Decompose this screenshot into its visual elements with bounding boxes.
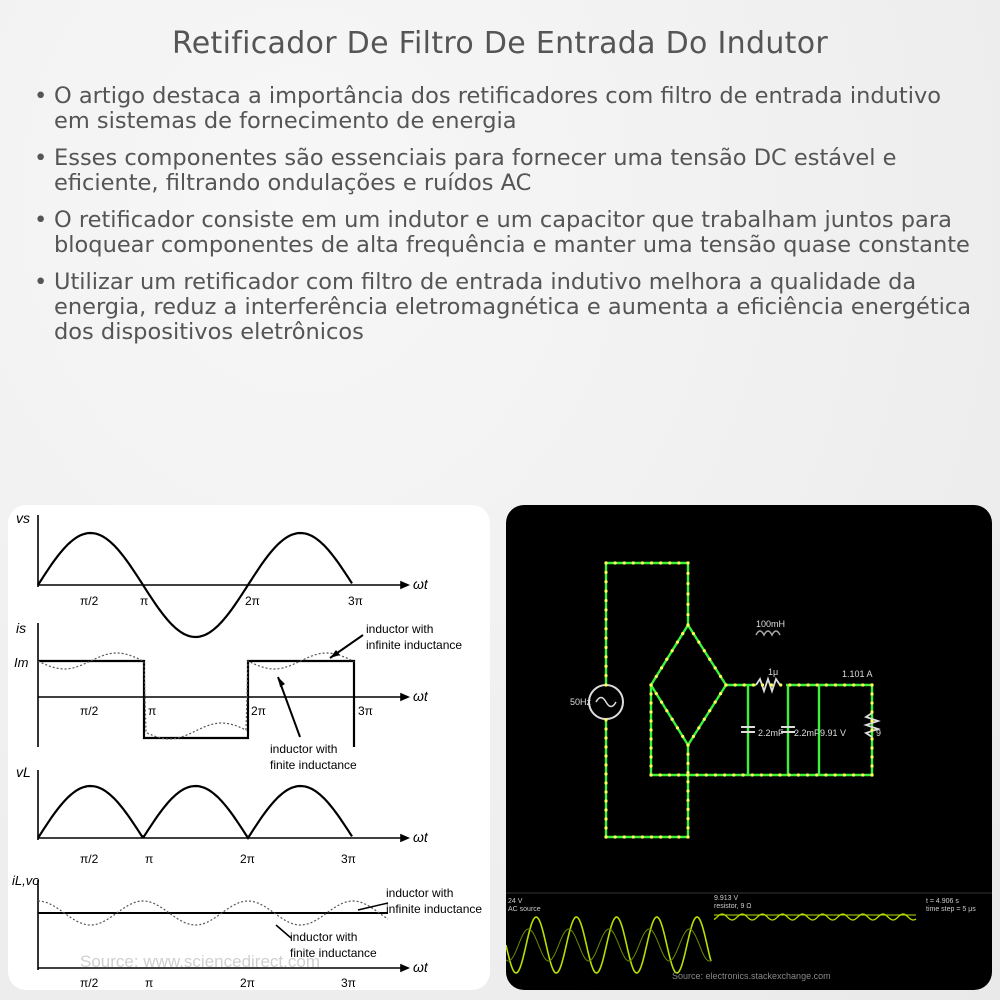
current-dot	[649, 719, 652, 722]
annotation-text: finite inductance	[290, 946, 377, 960]
current-dot	[604, 646, 607, 649]
voltage-label: 9.91 V	[820, 728, 847, 738]
x-label: ωt	[413, 959, 428, 975]
annotations	[270, 622, 482, 960]
circuit-figure	[506, 505, 992, 990]
current-dot	[604, 808, 607, 811]
current-dot	[769, 773, 772, 776]
current-dot	[660, 666, 663, 669]
tick-label: 2π	[245, 594, 260, 608]
tick-label: π	[148, 704, 157, 718]
current-dot	[681, 632, 684, 635]
current-dot	[697, 726, 700, 729]
current-dot	[732, 773, 735, 776]
current-dot	[668, 561, 671, 564]
inductor-icon	[756, 631, 780, 635]
current-dot	[870, 773, 873, 776]
tick-label: 3π	[358, 704, 373, 718]
current-dot	[649, 710, 652, 713]
waveform-figure	[8, 505, 490, 990]
current-dot	[861, 773, 864, 776]
bullet-item	[30, 270, 980, 345]
tick-label: 3π	[348, 594, 363, 608]
current-dot	[752, 683, 755, 686]
resistor-icon	[756, 679, 780, 691]
small-inductor-label: 1μ	[768, 667, 779, 677]
current-dot	[676, 726, 679, 729]
tick-label: π	[145, 852, 154, 866]
scope-label: t = 4.906 s	[926, 898, 959, 905]
current-dot	[659, 773, 662, 776]
current-dot	[761, 683, 764, 686]
current-dot	[770, 683, 773, 686]
current-dot	[870, 692, 873, 695]
current-dot	[604, 571, 607, 574]
bullet-text: Utilizar um retificador com filtro de entrada indutivo melhora a qualidade da energia, reduz a interferência eletromagnética e aumenta a eficiência energética dos dispositivos eletrônicos	[54, 269, 972, 345]
current-dot	[834, 773, 837, 776]
current-dot	[686, 582, 689, 585]
scope-label: 24 V	[508, 898, 523, 905]
current-dot	[825, 683, 828, 686]
bullet-text: Esses componentes são essenciais para fornecer uma tensão DC estável e eficiente, filtrando ondulações e ruídos AC	[54, 145, 897, 196]
current-dot	[870, 719, 873, 722]
current-dot	[655, 692, 658, 695]
tick-label: π/2	[80, 852, 99, 866]
current-dot	[681, 735, 684, 738]
current-dot	[659, 835, 662, 838]
tick-label: π/2	[80, 976, 99, 990]
circuit-svg	[506, 505, 992, 990]
current-dot	[870, 764, 873, 767]
current-dot	[788, 683, 791, 686]
cap1-label: 2.2mF	[758, 728, 784, 738]
bullet-item	[30, 208, 980, 258]
current-dot	[650, 835, 653, 838]
current-dot	[659, 561, 662, 564]
current-dot	[703, 718, 706, 721]
scope-label: 9.913 V	[714, 895, 739, 902]
current-dot	[604, 763, 607, 766]
current-dot	[649, 692, 652, 695]
annotation-text: inductor with	[270, 742, 338, 756]
bullet-item	[30, 84, 980, 134]
annotation-text: inductor with	[386, 886, 454, 900]
current-dot	[677, 835, 680, 838]
current-dot	[724, 683, 727, 686]
current-dot	[723, 773, 726, 776]
current-dot	[604, 781, 607, 784]
current-dot	[604, 561, 607, 564]
current-dot	[686, 561, 689, 564]
tick-label: π	[145, 976, 154, 990]
current-dot	[703, 649, 706, 652]
current-dot	[686, 623, 689, 626]
current-dot	[686, 799, 689, 802]
current-dot	[708, 709, 711, 712]
current-dot	[760, 773, 763, 776]
tick-label: π	[140, 594, 149, 608]
current-dot	[614, 835, 617, 838]
x-label: ωt	[413, 829, 428, 845]
current-dot	[604, 745, 607, 748]
current-dot	[604, 835, 607, 838]
current-dot	[604, 655, 607, 658]
current-dot	[604, 590, 607, 593]
current-dot	[686, 743, 689, 746]
current-dot	[649, 764, 652, 767]
current-dot	[623, 561, 626, 564]
current-dot	[870, 710, 873, 713]
current-dot	[686, 762, 689, 765]
current-dot	[697, 641, 700, 644]
current-dot	[604, 665, 607, 668]
current-dot	[604, 736, 607, 739]
current-dot	[686, 817, 689, 820]
current-dot	[734, 683, 737, 686]
scope-label: AC source	[508, 906, 541, 913]
current-dot	[604, 727, 607, 730]
current-dot	[788, 773, 791, 776]
current-dot	[649, 701, 652, 704]
current-dot	[843, 683, 846, 686]
current-dot	[686, 780, 689, 783]
bullet-dot: •	[34, 269, 48, 295]
current-dot	[692, 632, 695, 635]
current-dot	[870, 755, 873, 758]
current-dot	[816, 683, 819, 686]
current-dot	[870, 746, 873, 749]
tick-label: 3π	[341, 852, 356, 866]
current-dot	[741, 773, 744, 776]
current-dot	[604, 754, 607, 757]
annotation-text: finite inductance	[270, 758, 357, 772]
current-dot	[604, 627, 607, 630]
current-dot	[714, 773, 717, 776]
current-dot	[649, 728, 652, 731]
annotation-text: inductor with	[290, 930, 358, 944]
current-dot	[604, 636, 607, 639]
current-dot	[649, 755, 652, 758]
bullet-dot: •	[34, 83, 48, 109]
current-dot	[719, 692, 722, 695]
tick-label: 3π	[341, 976, 356, 990]
current-label: 1.101 A	[842, 669, 873, 679]
source-credit-left: Source: www.sciencedirect.com	[80, 952, 320, 971]
current-dot	[665, 658, 668, 661]
current-dot	[632, 835, 635, 838]
circuit-wires	[606, 563, 872, 837]
current-dot	[686, 826, 689, 829]
current-dot	[632, 561, 635, 564]
current-dot	[686, 789, 689, 792]
current-dot	[604, 790, 607, 793]
current-dot	[677, 561, 680, 564]
current-dot	[797, 773, 800, 776]
current-dot	[686, 753, 689, 756]
current-dot	[797, 683, 800, 686]
page-title: Retificador De Filtro De Entrada Do Indutor	[171, 26, 829, 61]
current-dot	[834, 683, 837, 686]
bullet-dot: •	[34, 207, 48, 233]
im-label: Im	[14, 655, 29, 670]
current-dot	[686, 613, 689, 616]
axis-label-vs: vs	[16, 510, 30, 526]
current-dot	[870, 683, 873, 686]
inductor-label: 100mH	[756, 619, 786, 629]
current-dot	[671, 718, 674, 721]
annotation-text: inductor with	[366, 622, 434, 636]
current-dot	[668, 835, 671, 838]
current-dot	[604, 817, 607, 820]
tick-label: 2π	[251, 704, 266, 718]
current-dot	[806, 773, 809, 776]
tick-label: π/2	[80, 704, 99, 718]
current-dot	[714, 701, 717, 704]
current-dot	[686, 835, 689, 838]
current-dot	[649, 773, 652, 776]
current-dot	[815, 773, 818, 776]
bullet-text: O artigo destaca a importância dos retificadores com filtro de entrada indutivo em sistemas de fornecimento de energia	[54, 83, 942, 134]
x-label: ωt	[413, 688, 428, 704]
bullet-list	[30, 84, 980, 357]
current-dot	[671, 649, 674, 652]
freq-label: 50Hz	[570, 697, 592, 707]
current-dot	[655, 675, 658, 678]
current-dot	[751, 773, 754, 776]
current-dot	[743, 683, 746, 686]
current-dot	[870, 737, 873, 740]
current-dot	[686, 592, 689, 595]
current-dot	[843, 773, 846, 776]
annotation-text: infinite inductance	[386, 902, 483, 916]
bullet-text: O retificador consiste em um indutor e um capacitor que trabalham juntos para bloquear componentes de alta frequência e manter uma tensão quase constante	[54, 207, 970, 258]
current-dot	[870, 701, 873, 704]
current-dot	[641, 835, 644, 838]
current-dot	[686, 773, 689, 776]
source-credit-right: Source: electronics.stackexchange.com	[672, 971, 831, 981]
current-dot	[604, 580, 607, 583]
current-dot	[807, 683, 810, 686]
current-dot	[649, 683, 652, 686]
current-dot	[824, 773, 827, 776]
scope-label: time step = 5 μs	[926, 906, 976, 913]
current-dot	[870, 728, 873, 731]
axis-label-il-vo: iL,vo	[12, 873, 40, 888]
axis-label-is: is	[16, 620, 27, 636]
tick-label: π/2	[80, 594, 99, 608]
current-dot	[778, 773, 781, 776]
current-dot	[692, 735, 695, 738]
current-dot	[604, 618, 607, 621]
current-dot	[665, 709, 668, 712]
bullet-item	[30, 146, 980, 196]
current-dot	[604, 599, 607, 602]
current-dot	[604, 683, 607, 686]
current-dot	[852, 773, 855, 776]
current-dot	[604, 608, 607, 611]
current-dot	[614, 561, 617, 564]
axis-label-vl: vL	[16, 764, 31, 780]
current-dot	[668, 773, 671, 776]
current-dot	[623, 835, 626, 838]
current-dot	[705, 773, 708, 776]
current-dot	[604, 799, 607, 802]
current-dot	[676, 641, 679, 644]
tick-label: 2π	[240, 976, 255, 990]
waveform-svg	[8, 505, 490, 990]
current-dot	[650, 561, 653, 564]
scope-label: resistor, 9 Ω	[714, 903, 752, 910]
current-dot	[714, 666, 717, 669]
annotation-text: infinite inductance	[366, 638, 463, 652]
current-dot	[686, 603, 689, 606]
bullet-dot: •	[34, 145, 48, 171]
tick-label: 2π	[240, 852, 255, 866]
current-dot	[604, 674, 607, 677]
current-dot	[660, 701, 663, 704]
current-dot	[677, 773, 680, 776]
cap2-label: 2.2mF	[794, 728, 820, 738]
current-dot	[649, 737, 652, 740]
current-dot	[852, 683, 855, 686]
current-dot	[719, 675, 722, 678]
current-dot	[686, 808, 689, 811]
current-dot	[861, 683, 864, 686]
current-dot	[686, 572, 689, 575]
resistor-label: 9	[876, 728, 882, 738]
current-dot	[695, 773, 698, 776]
current-dot	[604, 826, 607, 829]
current-dot	[649, 746, 652, 749]
current-dot	[604, 718, 607, 721]
current-dot	[708, 658, 711, 661]
x-label: ωt	[413, 576, 428, 592]
current-dot	[641, 561, 644, 564]
current-dot	[604, 772, 607, 775]
current-dot	[779, 683, 782, 686]
